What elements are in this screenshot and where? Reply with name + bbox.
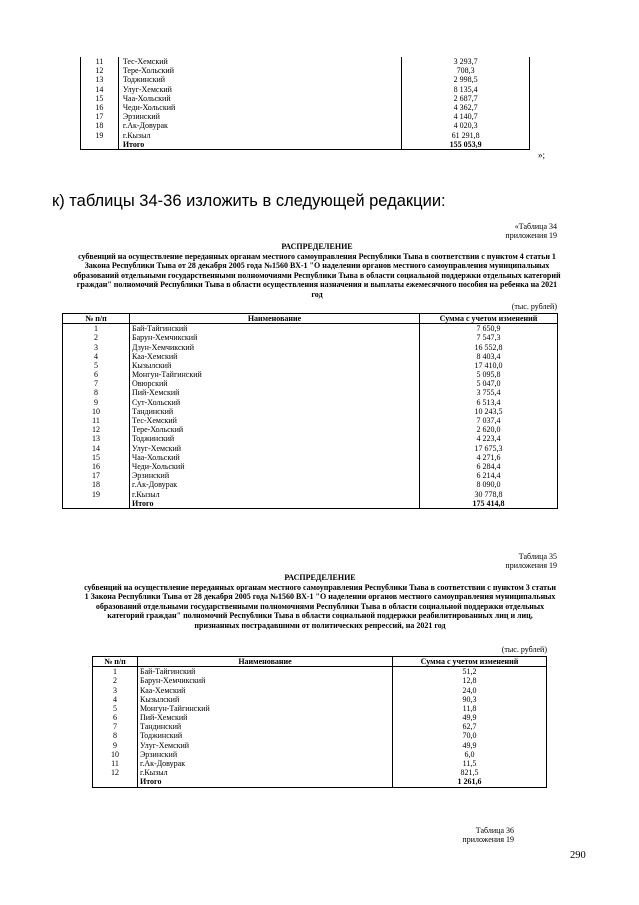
row-value: 51,2 [393, 667, 547, 677]
row-value: 7 547,3 [420, 333, 558, 342]
t35-col-n: № п/п [93, 657, 138, 667]
row-name: Тандинский [130, 407, 420, 416]
row-value: 30 778,8 [420, 489, 558, 498]
row-number: 12 [93, 768, 138, 777]
row-value: 49,9 [393, 741, 547, 750]
table-row [63, 489, 558, 498]
table-row [81, 94, 530, 103]
t34-title: РАСПРЕДЕЛЕНИЕ [281, 242, 353, 251]
table-row [63, 333, 558, 342]
row-number: 5 [63, 361, 130, 370]
row-name: Тере-Хольский [130, 425, 420, 434]
table-row [63, 352, 558, 361]
table-row [63, 379, 558, 388]
row-name: Пий-Хемский [130, 388, 420, 397]
row-number: 6 [93, 713, 138, 722]
row-name: Тоджинский [138, 731, 393, 740]
row-name: Тоджинский [130, 434, 420, 443]
row-value: 16 552,8 [420, 342, 558, 351]
row-number: 8 [63, 388, 130, 397]
row-value: 17 410,0 [420, 361, 558, 370]
row-value: 2 998,5 [402, 75, 530, 84]
row-name: Каа-Хемский [130, 352, 420, 361]
section-heading: к) таблицы 34-36 изложить в следующей редакции: [52, 192, 446, 210]
row-value: 821,5 [393, 768, 547, 777]
row-name: Пий-Хемский [138, 713, 393, 722]
t36-caption-line1: Таблица 36 [475, 826, 514, 835]
t36-caption [462, 826, 514, 844]
table-row [81, 57, 530, 66]
row-name: Улуг-Хемский [130, 444, 420, 453]
row-number: 11 [93, 759, 138, 768]
table-row [93, 750, 547, 759]
empty-cell [93, 777, 138, 787]
table-row [81, 85, 530, 94]
row-name: Тес-Хемский [118, 57, 401, 66]
row-name: Сут-Хольский [130, 398, 420, 407]
row-name: Тоджинский [118, 75, 401, 84]
row-value: 17 675,3 [420, 444, 558, 453]
row-number: 16 [63, 462, 130, 471]
row-name: г.Кызыл [118, 131, 401, 140]
t35-units: (тыс. рублей) [501, 645, 547, 654]
row-number: 1 [63, 324, 130, 334]
top-table [80, 57, 530, 150]
row-number: 2 [63, 333, 130, 342]
row-number: 17 [81, 112, 119, 121]
row-value: 5 047,0 [420, 379, 558, 388]
row-name: Кызылский [130, 361, 420, 370]
row-number: 17 [63, 471, 130, 480]
row-value: 24,0 [393, 685, 547, 694]
page-number: 290 [570, 850, 586, 861]
table-34 [62, 313, 558, 509]
row-number: 4 [63, 352, 130, 361]
row-value: 62,7 [393, 722, 547, 731]
row-number: 16 [81, 103, 119, 112]
row-number: 14 [63, 444, 130, 453]
table-row [63, 416, 558, 425]
table-row [93, 676, 547, 685]
t36-caption-line2: приложения 19 [462, 835, 514, 844]
row-value: 90,3 [393, 695, 547, 704]
total-value: 1 261,6 [393, 777, 547, 787]
table-row [63, 480, 558, 489]
row-number: 10 [93, 750, 138, 759]
closing-quote: »; [538, 150, 546, 160]
row-name: Улуг-Хемский [118, 85, 401, 94]
total-value: 155 053,9 [402, 140, 530, 150]
table-row [81, 103, 530, 112]
t35-title-block [84, 573, 556, 630]
table-row [63, 324, 558, 334]
row-value: 8 090,0 [420, 480, 558, 489]
row-name: Каа-Хемский [138, 685, 393, 694]
row-name: Кызылский [138, 695, 393, 704]
table-row [93, 722, 547, 731]
table-row [93, 667, 547, 677]
row-value: 4 223,4 [420, 434, 558, 443]
row-value: 70,0 [393, 731, 547, 740]
row-number: 18 [63, 480, 130, 489]
row-value: 2 620,0 [420, 425, 558, 434]
t35-col-value: Сумма с учетом изменений [393, 657, 547, 667]
t34-col-name: Наименование [130, 314, 420, 324]
table-row [63, 444, 558, 453]
total-row [81, 140, 530, 150]
table-row [81, 75, 530, 84]
row-value: 4 271,6 [420, 453, 558, 462]
row-value: 61 291,8 [402, 131, 530, 140]
table-row [81, 121, 530, 130]
row-number: 4 [93, 695, 138, 704]
row-value: 3 755,4 [420, 388, 558, 397]
row-number: 12 [63, 425, 130, 434]
row-name: Чаа-Хольский [130, 453, 420, 462]
table-row [63, 398, 558, 407]
table-row [81, 66, 530, 75]
table-row [81, 112, 530, 121]
row-value: 4 140,7 [402, 112, 530, 121]
row-number: 19 [81, 131, 119, 140]
t34-title-block [72, 242, 562, 299]
row-name: Монгун-Тайгинский [130, 370, 420, 379]
row-number: 10 [63, 407, 130, 416]
table-35 [92, 656, 547, 788]
total-label: Итого [118, 140, 401, 150]
row-number: 7 [93, 722, 138, 731]
table-row [63, 407, 558, 416]
row-number: 18 [81, 121, 119, 130]
total-value: 175 414,8 [420, 499, 558, 509]
row-name: Тес-Хемский [130, 416, 420, 425]
row-value: 2 687,7 [402, 94, 530, 103]
row-value: 10 243,5 [420, 407, 558, 416]
row-number: 8 [93, 731, 138, 740]
row-value: 6 214,4 [420, 471, 558, 480]
row-number: 6 [63, 370, 130, 379]
row-name: Барун-Хемчикский [138, 676, 393, 685]
row-value: 3 293,7 [402, 57, 530, 66]
row-number: 2 [93, 676, 138, 685]
table-row [63, 361, 558, 370]
row-value: 708,3 [402, 66, 530, 75]
row-value: 6 513,4 [420, 398, 558, 407]
row-number: 11 [81, 57, 119, 66]
row-name: Тандинский [138, 722, 393, 731]
table-row [63, 453, 558, 462]
row-number: 13 [63, 434, 130, 443]
row-name: г.Кызыл [130, 489, 420, 498]
t35-caption-line1: Таблица 35 [518, 552, 557, 561]
table-row [93, 731, 547, 740]
row-number: 15 [81, 94, 119, 103]
row-name: Чаа-Хольский [118, 94, 401, 103]
row-number: 9 [93, 741, 138, 750]
row-name: Чеди-Хольский [118, 103, 401, 112]
t34-col-value: Сумма с учетом изменений [420, 314, 558, 324]
row-value: 12,8 [393, 676, 547, 685]
row-value: 5 095,8 [420, 370, 558, 379]
row-number: 3 [93, 685, 138, 694]
total-row [93, 777, 547, 787]
table-row [81, 131, 530, 140]
total-label: Итого [130, 499, 420, 509]
t35-title: РАСПРЕДЕЛЕНИЕ [284, 573, 356, 582]
row-value: 11,5 [393, 759, 547, 768]
row-name: Эрзинский [130, 471, 420, 480]
row-number: 11 [63, 416, 130, 425]
row-value: 8 403,4 [420, 352, 558, 361]
row-number: 14 [81, 85, 119, 94]
table-row [63, 388, 558, 397]
row-value: 7 037,4 [420, 416, 558, 425]
row-name: г.Ак-Довурак [130, 480, 420, 489]
row-value: 11,8 [393, 704, 547, 713]
table-row [93, 685, 547, 694]
table-row [63, 462, 558, 471]
t35-col-name: Наименование [138, 657, 393, 667]
row-name: Бай-Тайгинский [138, 667, 393, 677]
row-name: г.Кызыл [138, 768, 393, 777]
t35-caption-line2: приложения 19 [505, 561, 557, 570]
t35-caption [505, 552, 557, 570]
row-name: г.Ак-Довурак [138, 759, 393, 768]
t34-col-n: № п/п [63, 314, 130, 324]
row-name: Бай-Тайгинский [130, 324, 420, 334]
table-row [93, 713, 547, 722]
total-row [63, 499, 558, 509]
row-value: 7 650,9 [420, 324, 558, 334]
empty-cell [63, 499, 130, 509]
t34-subtitle: субвенций на осуществление переданных органам местного самоуправления Республики Тыва в соответствии с пунктом 4 статьи 1 Закона Республики Тыва от 28 декабря 2005 года №1560 ВХ-1 "О наделении органов местного самоуправления муниципальных образований отдельными государственными полномочиями Республики Тыва в области социальной поддержки отдельных категорий граждан" полномочий Республики Тыва в области осуществления назначения и выплаты ежемесячного пособия на ребенка на 2021 год [73, 251, 561, 299]
table-row [63, 471, 558, 480]
row-name: Монгун-Тайгинский [138, 704, 393, 713]
row-name: Эрзинский [138, 750, 393, 759]
row-number: 5 [93, 704, 138, 713]
row-number: 1 [93, 667, 138, 677]
table-row [93, 741, 547, 750]
row-value: 6,0 [393, 750, 547, 759]
row-number: 19 [63, 489, 130, 498]
row-value: 6 284,4 [420, 462, 558, 471]
row-name: Дзун-Хемчикский [130, 342, 420, 351]
table-row [93, 704, 547, 713]
t34-caption [505, 222, 557, 240]
table-row [63, 342, 558, 351]
table-row [93, 759, 547, 768]
table-row [63, 370, 558, 379]
empty-cell [81, 140, 119, 150]
row-number: 3 [63, 342, 130, 351]
row-name: г.Ак-Довурак [118, 121, 401, 130]
row-name: Эрзинский [118, 112, 401, 121]
t34-caption-line2: приложения 19 [505, 231, 557, 240]
row-number: 12 [81, 66, 119, 75]
row-name: Чеди-Хольский [130, 462, 420, 471]
row-value: 49,9 [393, 713, 547, 722]
table-row [63, 434, 558, 443]
table-row [93, 695, 547, 704]
row-number: 15 [63, 453, 130, 462]
row-value: 4 362,7 [402, 103, 530, 112]
total-label: Итого [138, 777, 393, 787]
row-number: 7 [63, 379, 130, 388]
row-value: 4 020,3 [402, 121, 530, 130]
table-row [63, 425, 558, 434]
t35-subtitle: субвенций на осуществление переданных органам местного самоуправления Республики Тыва в соответствии с пунктом 3 статьи 1 Закона Республики Тыва от 28 декабря 2005 года №1560 ВХ-1 "О наделении органов местного самоуправления муниципальных образований отдельными государственными полномочиями Республики Тыва в области социальной поддержки отдельных категорий граждан" полномочий Республики Тыва в области социальной поддержки реабилитированных лиц и лиц, признанных пострадавшими от политических репрессий, на 2021 год [84, 582, 556, 630]
table-row [93, 768, 547, 777]
row-name: Овюрский [130, 379, 420, 388]
row-number: 9 [63, 398, 130, 407]
row-name: Улуг-Хемский [138, 741, 393, 750]
row-value: 8 135,4 [402, 85, 530, 94]
t34-units: (тыс. рублей) [511, 302, 557, 311]
row-name: Барун-Хемчикский [130, 333, 420, 342]
row-number: 13 [81, 75, 119, 84]
t34-caption-line1: «Таблица 34 [514, 222, 557, 231]
row-name: Тере-Хольский [118, 66, 401, 75]
